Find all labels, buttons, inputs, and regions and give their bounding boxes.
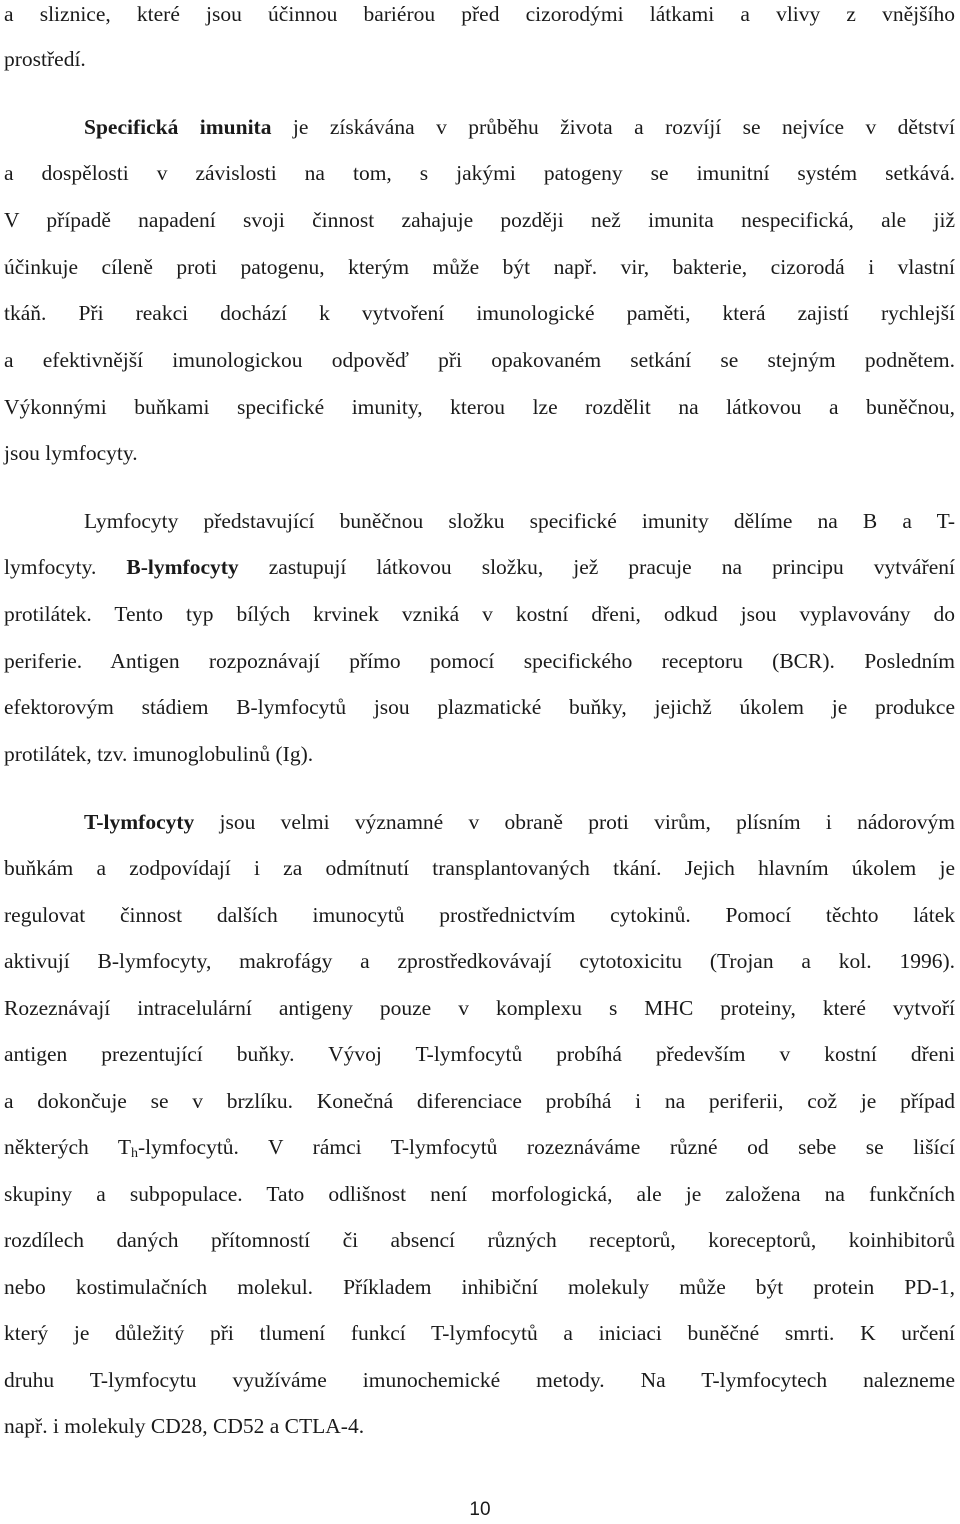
paragraph-4-line-3: regulovat činnost dalších imunocytů prostřednictvím cytokinů. Pomocí těchto látek: [4, 903, 955, 927]
text-span: je získávána v průběhu života a rozvíjí se nejvíce v dětství: [271, 115, 955, 139]
paragraph-4-line-1: [84, 812, 955, 834]
paragraph-4-line-5: Rozeznávají intracelulární antigeny pouze v komplexu s MHC proteiny, které vytvoří: [4, 996, 955, 1020]
paragraph-4-line-11: nebo kostimulačních molekul. Příkladem inhibiční molekuly může být protein PD-1,: [4, 1275, 955, 1299]
paragraph-4-line-13: druhu T-lymfocytu využíváme imunochemické metody. Na T-lymfocytech nalezneme: [4, 1368, 955, 1392]
paragraph-4-line-12: který je důležitý při tlumení funkcí T-lymfocytů a iniciaci buněčné smrti. K určení: [4, 1321, 955, 1345]
text-span: jsou velmi významné v obraně proti virům, plísním i nádorovým: [194, 810, 955, 834]
text-span: zastupují látkovou složku, jež pracuje na principu vytváření: [238, 555, 955, 579]
paragraph-3-line-4: periferie. Antigen rozpoznávají přímo pomocí specifického receptoru (BCR). Posledním: [4, 649, 955, 673]
paragraph-1-line-1: a sliznice, které jsou účinnou bariérou před cizorodými látkami a vlivy z vnějšího: [4, 2, 955, 26]
text-span: lymfocyty.: [4, 555, 127, 579]
text-span: některých T: [4, 1135, 132, 1159]
paragraph-3-line-2: [4, 557, 955, 579]
bold-term-t-lymphocytes: T-lymfocyty: [84, 810, 195, 834]
paragraph-4-line-6: antigen prezentující buňky. Vývoj T-lymfocytů probíhá především v kostní dřeni: [4, 1042, 955, 1066]
paragraph-2-line-7: Výkonnými buňkami specifické imunity, kterou lze rozdělit na látkovou a buněčnou,: [4, 395, 955, 419]
paragraph-3-line-3: protilátek. Tento typ bílých krvinek vzniká v kostní dřeni, odkud jsou vyplavovány do: [4, 602, 955, 626]
text-span: -lymfocytů. V rámci T-lymfocytů rozeznáváme různé od sebe se lišící: [138, 1135, 955, 1159]
paragraph-2-line-3: V případě napadení svoji činnost zahajuje později než imunita nespecifická, ale již: [4, 208, 955, 232]
paragraph-4-line-4: aktivují B-lymfocyty, makrofágy a zprostředkovávají cytotoxicitu (Trojan a kol. 1996).: [4, 949, 955, 973]
paragraph-2-line-6: a efektivnější imunologickou odpověď při opakovaném setkání se stejným podnětem.: [4, 348, 955, 372]
paragraph-4-line-8: [4, 1137, 955, 1159]
paragraph-2-line-1: [84, 117, 955, 139]
paragraph-4-line-2: buňkám a zodpovídají i za odmítnutí transplantovaných tkání. Jejich hlavním úkolem je: [4, 856, 955, 880]
paragraph-4-line-10: rozdílech daných přítomností či absencí různých receptorů, koreceptorů, koinhibitorů: [4, 1228, 955, 1252]
subscript-h: h: [131, 1146, 139, 1161]
paragraph-3-line-1: Lymfocyty představující buněčnou složku specifické imunity dělíme na B a T-: [84, 509, 955, 533]
paragraph-3-line-6: protilátek, tzv. imunoglobulinů (Ig).: [4, 742, 314, 766]
page-number: 10: [469, 1499, 491, 1520]
paragraph-2-line-8: jsou lymfocyty.: [4, 441, 138, 465]
paragraph-3-line-5: efektorovým stádiem B-lymfocytů jsou plazmatické buňky, jejichž úkolem je produkce: [4, 695, 955, 719]
paragraph-4-line-9: skupiny a subpopulace. Tato odlišnost není morfologická, ale je založena na funkčních: [4, 1182, 955, 1206]
bold-term-b-lymphocytes: B-lymfocyty: [126, 555, 239, 579]
paragraph-2-line-4: účinkuje cíleně proti patogenu, kterým může být např. vir, bakterie, cizorodá i vlastní: [4, 255, 955, 279]
paragraph-2-line-5: tkáň. Při reakci dochází k vytvoření imunologické paměti, která zajistí rychlejší: [4, 301, 955, 325]
paragraph-1-line-2: prostředí.: [4, 47, 86, 71]
bold-term-specific-immunity: Specifická imunita: [84, 115, 272, 139]
paragraph-4-line-14: např. i molekuly CD28, CD52 a CTLA-4.: [4, 1414, 365, 1438]
paragraph-2-line-2: a dospělosti v závislosti na tom, s jakými patogeny se imunitní systém setkává.: [4, 161, 955, 185]
paragraph-4-line-7: a dokončuje se v brzlíku. Konečná diferenciace probíhá i na periferii, což je případ: [4, 1089, 955, 1113]
